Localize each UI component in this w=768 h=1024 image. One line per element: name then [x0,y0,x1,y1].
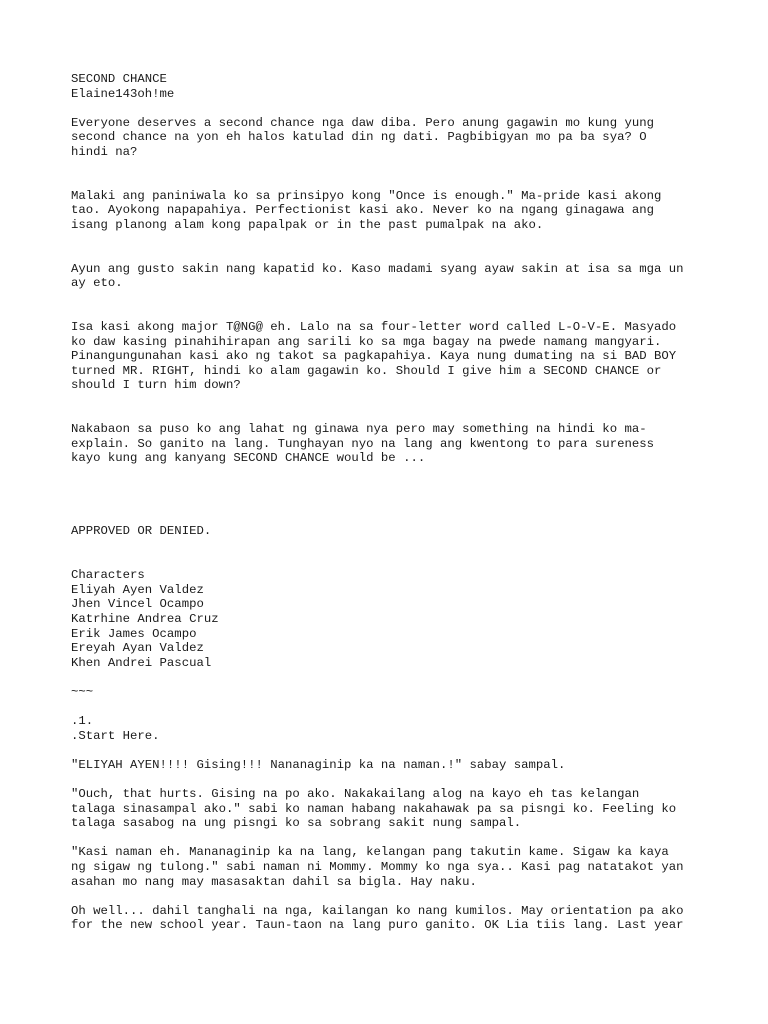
paragraph [71,189,711,233]
story-line: talaga sinasampal ako." sabi ko naman habang nakahawak pa sa pisngi ko. Feeling ko [71,801,677,816]
paragraph-line: tao. Ayokong napapahiya. Perfectionist kasi ako. Never ko na ngang ginagawa ang [71,203,654,218]
paragraph-line: APPROVED OR DENIED. [71,524,212,539]
character-name: Jhen Vincel Ocampo [71,597,204,612]
paragraph-line: explain. So ganito na lang. Tunghayan nyo na lang ang kwentong to para sureness [71,436,654,451]
paragraph [71,320,711,393]
paragraph-line: isang planong alam kong papalpak or in the past pumalpak na ako. [71,217,544,232]
paragraph-line: ko daw kasing pinahihirapan ang sarili ko sa mga bagay na pwede namang mangyari. [71,334,662,349]
paragraph-line: second chance na yon eh halos katulad din ng dati. Pagbibigyan mo pa ba sya? O [71,130,647,145]
story-line: talaga sasabog na ung pisngi ko sa sobrang sakit nung sampal. [71,816,522,831]
paragraph [71,422,711,466]
story-paragraph [71,904,711,933]
story-paragraph [71,758,711,773]
document-title: SECOND CHANCE [71,72,167,86]
paragraph [71,262,711,291]
chapter-number: .1. [71,714,94,729]
paragraph-line: Everyone deserves a second chance nga daw diba. Pero anung gagawin mo kung yung [71,115,654,130]
characters-section [71,568,711,670]
story-line: "Kasi naman eh. Mananaginip ka na lang, kelangan pang takutin kame. Sigaw ka kaya [71,845,669,860]
paragraph [71,116,711,160]
chapter-title: .Start Here. [71,728,160,743]
character-name: Katrhine Andrea Cruz [71,611,219,626]
paragraph-line: Malaki ang paniniwala ko sa prinsipyo kong "Once is enough." Ma-pride kasi akong [71,188,662,203]
separator-text: ~~~ [71,684,94,699]
paragraph-line: turned MR. RIGHT, hindi ko alam gagawin ko. Should I give him a SECOND CHANCE or [71,363,662,378]
character-name: Khen Andrei Pascual [71,655,212,670]
story-line: Oh well... dahil tanghali na nga, kailangan ko nang kumilos. May orientation pa ako [71,903,684,918]
paragraph-line: Isa kasi akong major T@NG@ eh. Lalo na sa four-letter word called L-O-V-E. Masyado [71,320,677,335]
story-paragraph [71,787,711,831]
paragraph-line: Pinangungunahan kasi ako ng takot sa pagkapahiya. Kaya nung dumating na si BAD BOY [71,349,677,364]
story-paragraph [71,845,711,889]
story-line: "ELIYAH AYEN!!!! Gising!!! Nananaginip ka na naman.!" sabay sampal. [71,757,566,772]
chapter-heading [71,714,711,743]
separator [71,685,711,700]
characters-heading: Characters [71,568,145,583]
story-line: for the new school year. Taun-taon na lang puro ganito. OK Lia tiis lang. Last year [71,918,684,933]
paragraph-line: Ayun ang gusto sakin nang kapatid ko. Kaso madami syang ayaw sakin at isa sa mga un [71,261,684,276]
paragraph-line: kayo kung ang kanyang SECOND CHANCE would be ... [71,451,426,466]
character-name: Ereyah Ayan Valdez [71,641,204,656]
story-line: "Ouch, that hurts. Gising na po ako. Nakakailang alog na kayo eh tas kelangan [71,787,640,802]
paragraph-line: should I turn him down? [71,378,241,393]
paragraph-line: ay eto. [71,276,123,291]
document-author: Elaine143oh!me [71,86,175,101]
character-name: Eliyah Ayen Valdez [71,582,204,597]
character-name: Erik James Ocampo [71,626,197,641]
paragraph [71,524,711,539]
story-line: ng sigaw ng tulong." sabi naman ni Mommy. Mommy ko nga sya.. Kasi pag natatakot yan [71,860,684,875]
document-page [71,72,711,933]
paragraph-line: hindi na? [71,144,138,159]
paragraph-line: Nakabaon sa puso ko ang lahat ng ginawa nya pero may something na hindi ko ma- [71,422,647,437]
story-line: asahan mo nang may masasaktan dahil sa bigla. Hay naku. [71,874,477,889]
